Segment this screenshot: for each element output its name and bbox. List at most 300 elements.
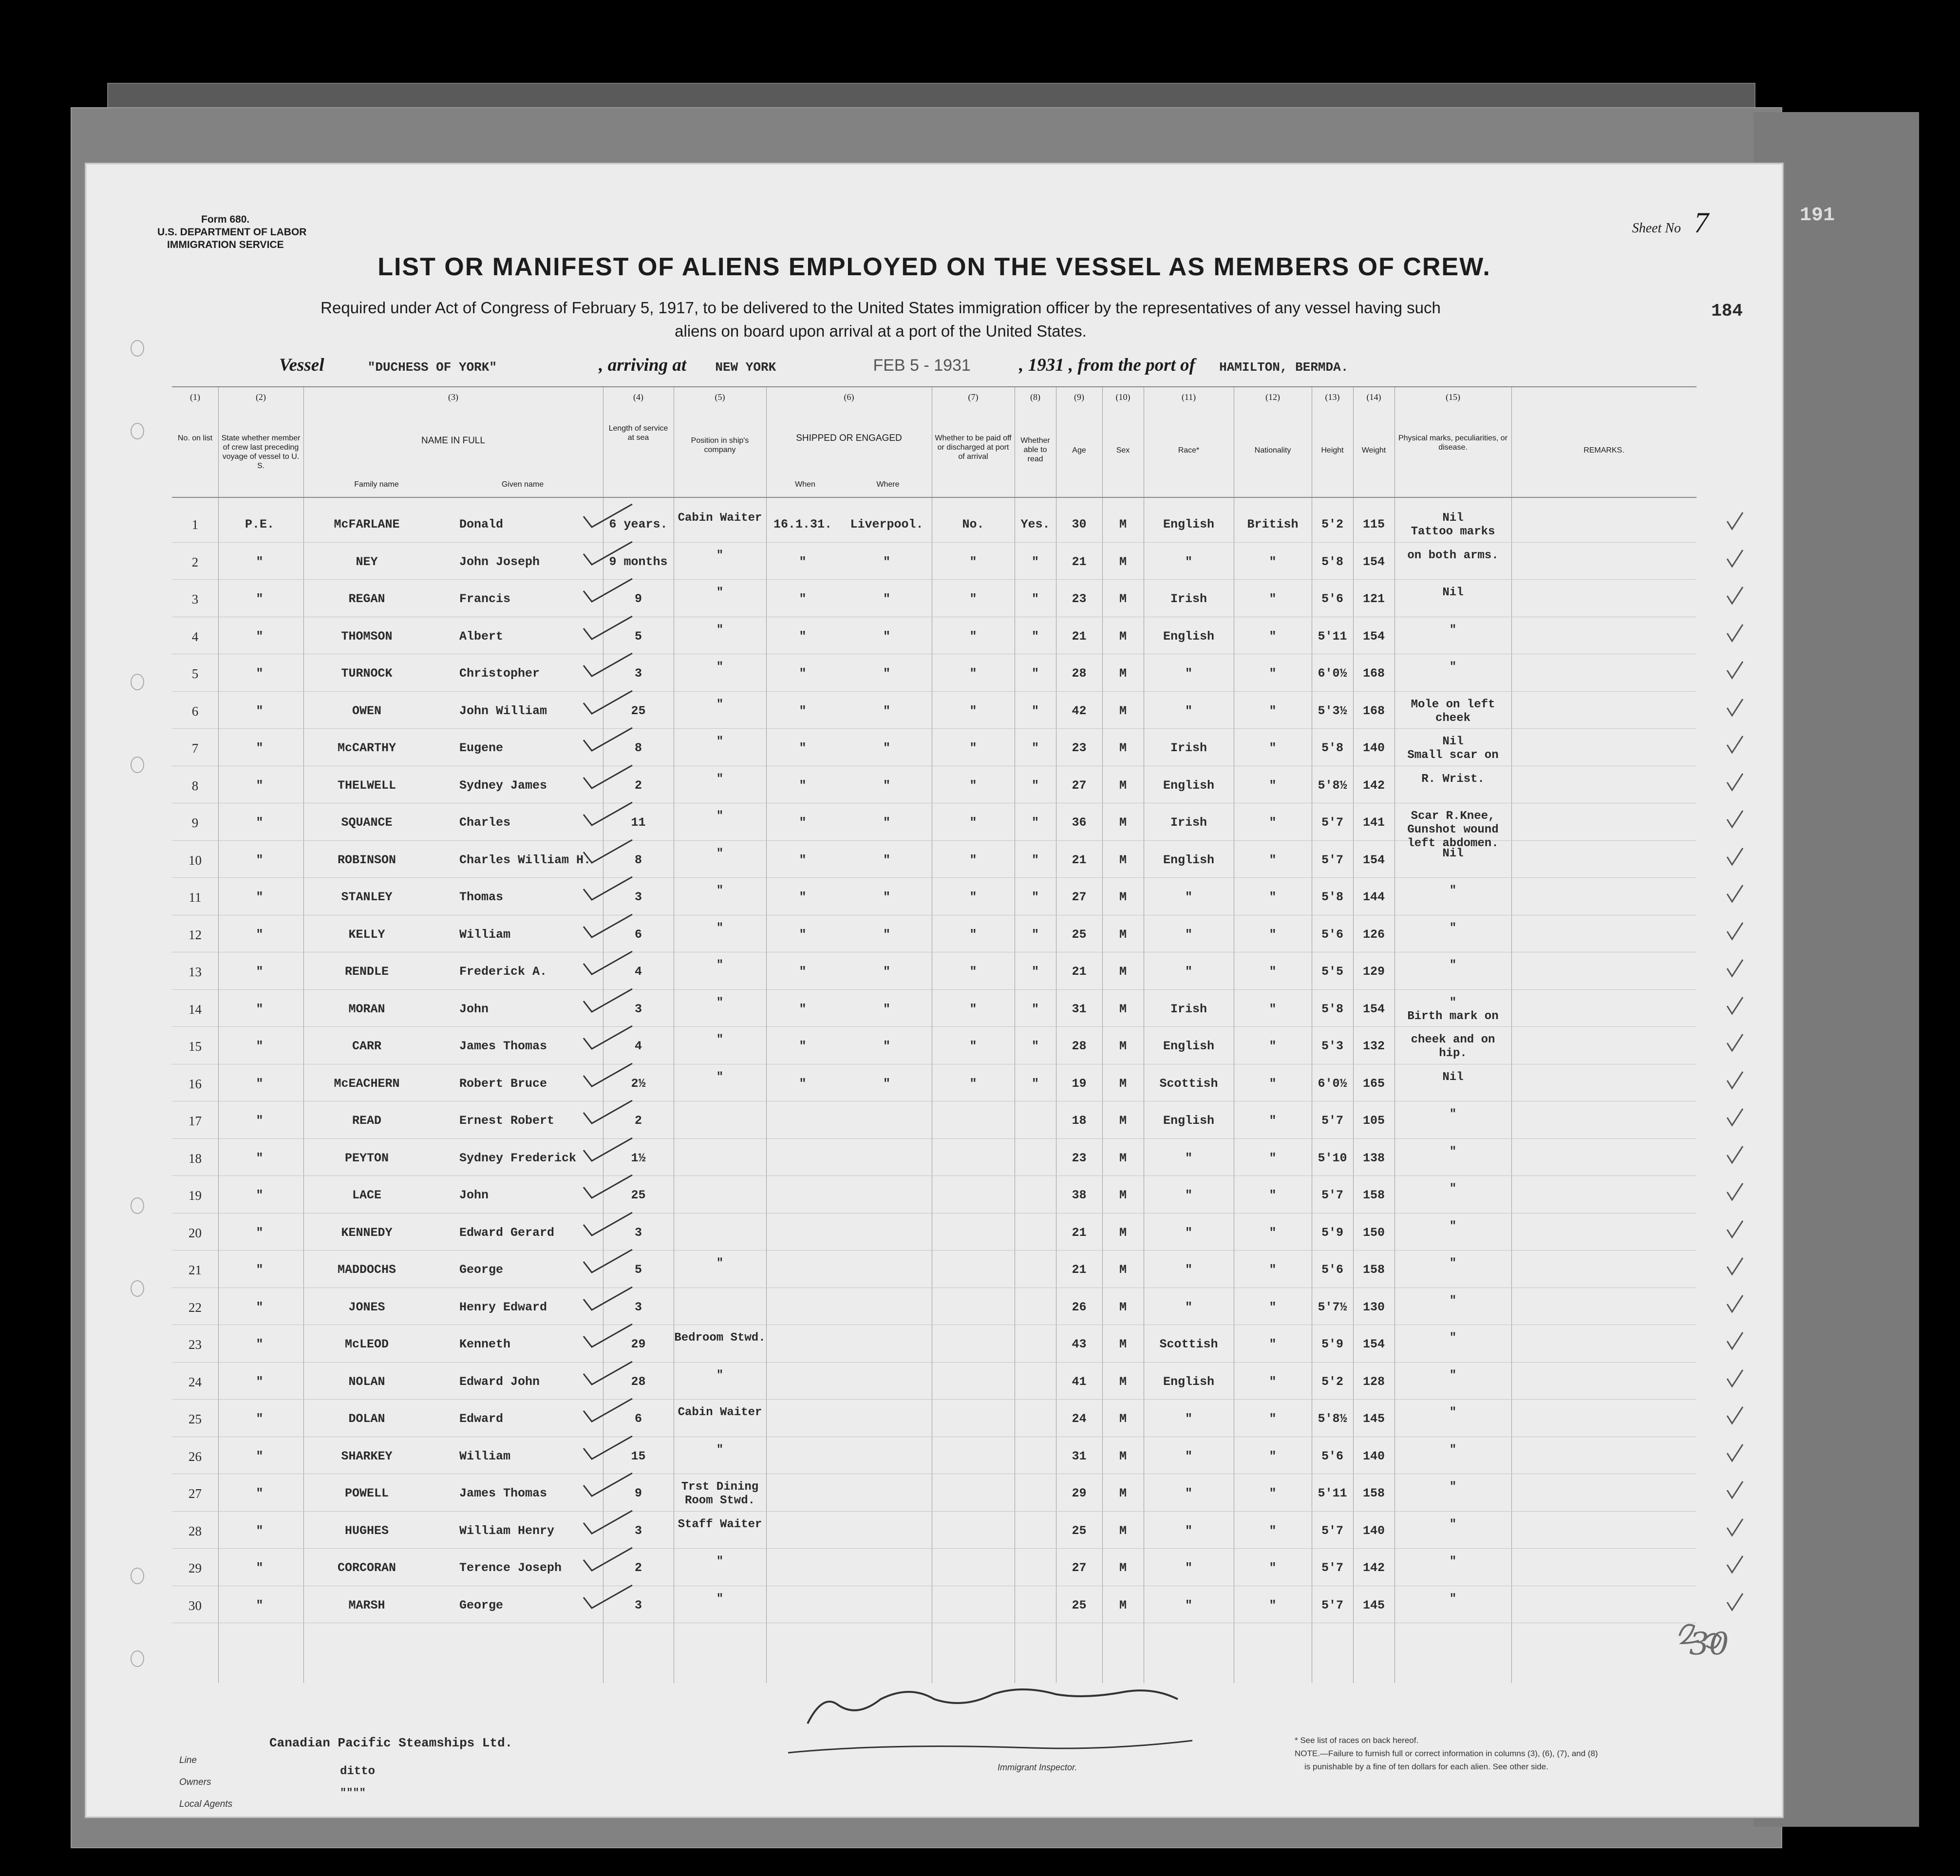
service-length-cell: 3 xyxy=(634,666,642,681)
family-name-cell: McEACHERN xyxy=(334,1076,400,1091)
paid-off-cell: " xyxy=(969,927,977,942)
able-to-read-cell: " xyxy=(1031,815,1039,830)
position-cell: Bedroom Stwd. xyxy=(674,1331,766,1345)
physical-marks-cell: R. Wrist. xyxy=(1421,772,1485,786)
age-cell: 23 xyxy=(1072,741,1087,755)
row-number: 19 xyxy=(188,1188,202,1203)
given-name-cell: Charles William H. xyxy=(459,853,591,867)
age-cell: 43 xyxy=(1072,1337,1087,1351)
paid-off-cell: " xyxy=(969,703,977,718)
row-number: 2 xyxy=(191,554,199,569)
position-cell: " xyxy=(716,772,724,786)
age-cell: 23 xyxy=(1072,592,1087,606)
given-name-cell: William xyxy=(459,1449,511,1463)
row-number: 16 xyxy=(188,1076,202,1091)
previous-voyage-cell: " xyxy=(256,1412,264,1426)
physical-marks-cell: Mole on left cheek xyxy=(1411,698,1495,725)
race-cell: English xyxy=(1163,1114,1215,1128)
row-number: 27 xyxy=(188,1486,202,1501)
nationality-cell: " xyxy=(1269,1263,1277,1277)
race-cell: " xyxy=(1185,1151,1192,1165)
weight-cell: 154 xyxy=(1362,554,1385,569)
service-length-cell: 6 xyxy=(634,927,642,942)
previous-voyage-cell: " xyxy=(256,741,264,755)
given-name-cell: Terence Joseph xyxy=(459,1561,562,1575)
weight-cell: 168 xyxy=(1362,666,1385,681)
previous-voyage-cell: " xyxy=(256,1114,264,1128)
able-to-read-cell: " xyxy=(1031,629,1039,644)
sheet-label: Sheet No xyxy=(1632,221,1681,236)
height-cell: 5'9 xyxy=(1321,1337,1343,1351)
race-cell: Irish xyxy=(1170,1002,1207,1016)
shipped-where-cell: " xyxy=(883,890,890,904)
row-number: 11 xyxy=(188,890,202,905)
document-title: LIST OR MANIFEST OF ALIENS EMPLOYED ON THE VESSEL AS MEMBERS OF CREW. xyxy=(377,253,1491,281)
shipped-where-cell: " xyxy=(883,629,890,644)
weight-cell: 145 xyxy=(1362,1598,1385,1612)
given-name-cell: Christopher xyxy=(459,666,540,681)
departure-port: HAMILTON, BERMDA. xyxy=(1219,360,1349,375)
owners-value: ditto xyxy=(340,1765,376,1778)
shipped-when-cell: " xyxy=(799,554,807,569)
line-value: Canadian Pacific Steamships Ltd. xyxy=(269,1736,513,1750)
service-length-cell: 2 xyxy=(634,778,642,793)
family-name-cell: REGAN xyxy=(348,592,385,606)
physical-marks-cell: " xyxy=(1449,1443,1457,1457)
shipped-when-cell: " xyxy=(799,927,807,942)
given-name-cell: Robert Bruce xyxy=(459,1076,547,1091)
age-cell: 23 xyxy=(1072,1151,1087,1165)
age-cell: 25 xyxy=(1072,1598,1087,1612)
sex-cell: M xyxy=(1119,1076,1127,1091)
column-header: Nationality xyxy=(1254,446,1291,455)
shipped-when-cell: " xyxy=(799,741,807,755)
column-header: Position in ship's company xyxy=(691,436,749,454)
position-cell: " xyxy=(716,1368,724,1382)
nationality-cell: " xyxy=(1269,1114,1277,1128)
physical-marks-cell: on both arms. xyxy=(1407,549,1499,562)
age-cell: 21 xyxy=(1072,554,1087,569)
family-name-cell: THOMSON xyxy=(341,629,393,644)
paid-off-cell: No. xyxy=(962,517,984,531)
service-length-cell: 8 xyxy=(634,853,642,867)
paid-off-cell: " xyxy=(969,778,977,793)
family-name-cell: STANLEY xyxy=(341,890,393,904)
paid-off-cell: " xyxy=(969,1039,977,1053)
service-length-cell: 2½ xyxy=(631,1076,646,1091)
able-to-read-cell: " xyxy=(1031,592,1039,606)
race-cell: " xyxy=(1185,1523,1192,1538)
able-to-read-cell: " xyxy=(1031,703,1039,718)
row-number: 25 xyxy=(188,1412,202,1426)
column-number: (1) xyxy=(190,392,200,402)
previous-voyage-cell: " xyxy=(256,1449,264,1463)
physical-marks-cell: " xyxy=(1449,1517,1457,1531)
service: IMMIGRATION SERVICE xyxy=(167,239,284,250)
age-cell: 38 xyxy=(1072,1188,1087,1202)
row-number: 6 xyxy=(191,703,199,719)
shipped-where-cell: " xyxy=(883,703,890,718)
row-number: 8 xyxy=(191,778,199,793)
age-cell: 27 xyxy=(1072,890,1087,904)
given-name-cell: John William xyxy=(459,703,547,718)
physical-marks-cell: " xyxy=(1449,884,1457,897)
physical-marks-cell: Nil xyxy=(1442,586,1464,599)
family-name-cell: NEY xyxy=(356,554,378,569)
sex-cell: M xyxy=(1119,890,1127,904)
shipped-when-cell: " xyxy=(799,1002,807,1016)
shipped-when-cell: " xyxy=(799,778,807,793)
sex-cell: M xyxy=(1119,517,1127,531)
family-name-cell: DOLAN xyxy=(348,1412,385,1426)
weight-cell: 126 xyxy=(1362,927,1385,942)
height-cell: 5'2 xyxy=(1321,1374,1343,1389)
race-cell: " xyxy=(1185,927,1192,942)
row-number: 29 xyxy=(188,1561,202,1575)
race-cell: English xyxy=(1163,778,1215,793)
race-cell: English xyxy=(1163,853,1215,867)
given-name-cell: Sydney Frederick xyxy=(459,1151,577,1165)
physical-marks-cell: cheek and on hip. xyxy=(1411,1033,1495,1060)
subtitle-line-1: Required under Act of Congress of February 5, 1917, to be delivered to the United States immigration officer by the representatives of any vessel having such xyxy=(320,299,1441,317)
previous-voyage-cell: " xyxy=(256,1039,264,1053)
position-cell: Cabin Waiter xyxy=(678,1406,762,1419)
physical-marks-cell: " xyxy=(1449,1108,1457,1121)
weight-cell: 165 xyxy=(1362,1076,1385,1091)
column-header: No. on list xyxy=(177,434,213,442)
weight-cell: 144 xyxy=(1362,890,1385,904)
height-cell: 5'7½ xyxy=(1318,1300,1347,1314)
nationality-cell: " xyxy=(1269,1523,1277,1538)
family-name-cell: TURNOCK xyxy=(341,666,393,681)
family-name-cell: SHARKEY xyxy=(341,1449,393,1463)
race-cell: English xyxy=(1163,629,1215,644)
family-name-cell: KELLY xyxy=(348,927,385,942)
position-cell: " xyxy=(716,586,724,599)
position-cell: " xyxy=(716,1555,724,1568)
row-number: 18 xyxy=(188,1151,202,1166)
shipped-where-cell: Liverpool. xyxy=(850,517,923,531)
column-number: (6) xyxy=(844,392,854,402)
column-number: (12) xyxy=(1265,392,1280,402)
shipped-where-cell: " xyxy=(883,815,890,830)
family-name-cell: KENNEDY xyxy=(341,1225,393,1240)
binding-hole xyxy=(131,1197,144,1214)
previous-voyage-cell: " xyxy=(256,592,264,606)
given-name-cell: John Joseph xyxy=(459,554,540,569)
column-header: SHIPPED OR ENGAGED xyxy=(796,433,902,443)
age-cell: 24 xyxy=(1072,1412,1087,1426)
handwritten-marks xyxy=(87,165,1782,1816)
previous-voyage-cell: " xyxy=(256,778,264,793)
binding-hole xyxy=(131,1568,144,1584)
race-cell: Scottish xyxy=(1159,1337,1218,1351)
weight-cell: 154 xyxy=(1362,1337,1385,1351)
column-subheader: Family name xyxy=(354,480,399,489)
service-length-cell: 3 xyxy=(634,1225,642,1240)
height-cell: 5'8 xyxy=(1321,890,1343,904)
previous-voyage-cell: " xyxy=(256,1076,264,1091)
previous-voyage-cell: " xyxy=(256,1300,264,1314)
nationality-cell: " xyxy=(1269,1002,1277,1016)
weight-cell: 142 xyxy=(1362,778,1385,793)
position-cell: " xyxy=(716,1033,724,1046)
physical-marks-cell: Nil Tattoo marks xyxy=(1411,512,1495,538)
owners-label: Owners xyxy=(179,1777,211,1787)
column-number: (4) xyxy=(633,392,643,402)
sex-cell: M xyxy=(1119,1561,1127,1575)
height-cell: 5'2 xyxy=(1321,517,1343,531)
given-name-cell: Henry Edward xyxy=(459,1300,547,1314)
previous-voyage-cell: " xyxy=(256,1002,264,1016)
previous-voyage-cell: " xyxy=(256,1263,264,1277)
shipped-where-cell: " xyxy=(883,666,890,681)
physical-marks-cell: " xyxy=(1449,1145,1457,1158)
race-cell: " xyxy=(1185,1449,1192,1463)
paid-off-cell: " xyxy=(969,1076,977,1091)
physical-marks-cell: Nil Small scar on xyxy=(1407,735,1499,762)
nationality-cell: " xyxy=(1269,853,1277,867)
row-number: 28 xyxy=(188,1523,202,1538)
line-label: Line xyxy=(179,1755,197,1765)
age-cell: 21 xyxy=(1072,853,1087,867)
given-name-cell: Ernest Robert xyxy=(459,1114,555,1128)
race-cell: " xyxy=(1185,703,1192,718)
position-cell: " xyxy=(716,884,724,897)
row-number: 4 xyxy=(191,629,199,644)
previous-voyage-cell: " xyxy=(256,1374,264,1389)
race-cell: " xyxy=(1185,1561,1192,1575)
column-number: (10) xyxy=(1115,392,1131,402)
column-header: State whether member of crew last preceding voyage of vessel to U. S. xyxy=(221,434,301,470)
shipped-where-cell: " xyxy=(883,592,890,606)
nationality-cell: " xyxy=(1269,1337,1277,1351)
age-cell: 19 xyxy=(1072,1076,1087,1091)
column-header: Whether to be paid off or discharged at port of arrival xyxy=(935,434,1012,461)
service-length-cell: 6 years. xyxy=(609,517,668,531)
able-to-read-cell: " xyxy=(1031,927,1039,942)
height-cell: 6'0½ xyxy=(1318,666,1347,681)
previous-voyage-cell: " xyxy=(256,927,264,942)
previous-voyage-cell: " xyxy=(256,629,264,644)
nationality-cell: " xyxy=(1269,1076,1277,1091)
race-cell: English xyxy=(1163,1039,1215,1053)
column-header: Sex xyxy=(1116,446,1130,455)
paid-off-cell: " xyxy=(969,965,977,979)
age-cell: 21 xyxy=(1072,1263,1087,1277)
previous-voyage-cell: " xyxy=(256,1151,264,1165)
physical-marks-cell: Nil xyxy=(1442,1070,1464,1084)
page-number-top: 191 xyxy=(1800,205,1835,227)
weight-cell: 158 xyxy=(1362,1263,1385,1277)
service-length-cell: 9 xyxy=(634,1486,642,1500)
height-cell: 6'0½ xyxy=(1318,1076,1347,1091)
service-length-cell: 3 xyxy=(634,890,642,904)
height-cell: 5'6 xyxy=(1321,592,1343,606)
service-length-cell: 29 xyxy=(631,1337,646,1351)
able-to-read-cell: " xyxy=(1031,554,1039,569)
race-cell: English xyxy=(1163,517,1215,531)
service-length-cell: 4 xyxy=(634,965,642,979)
sex-cell: M xyxy=(1119,1374,1127,1389)
weight-cell: 129 xyxy=(1362,965,1385,979)
row-number: 30 xyxy=(188,1598,202,1613)
race-cell: " xyxy=(1185,666,1192,681)
physical-marks-cell: " xyxy=(1449,959,1457,972)
row-number: 3 xyxy=(191,592,199,606)
sex-cell: M xyxy=(1119,1449,1127,1463)
paid-off-cell: " xyxy=(969,554,977,569)
previous-voyage-cell: " xyxy=(256,1598,264,1612)
height-cell: 5'8 xyxy=(1321,1002,1343,1016)
able-to-read-cell: " xyxy=(1031,666,1039,681)
paid-off-cell: " xyxy=(969,1002,977,1016)
position-cell: " xyxy=(716,698,724,711)
position-cell: " xyxy=(716,996,724,1009)
family-name-cell: ROBINSON xyxy=(337,853,396,867)
binding-hole xyxy=(131,757,144,773)
row-number: 14 xyxy=(188,1002,202,1017)
given-name-cell: Frederick A. xyxy=(459,965,547,979)
sex-cell: M xyxy=(1119,703,1127,718)
arriving-label: , arriving at xyxy=(599,355,687,375)
weight-cell: 115 xyxy=(1362,517,1385,531)
weight-cell: 150 xyxy=(1362,1225,1385,1240)
sex-cell: M xyxy=(1119,1151,1127,1165)
family-name-cell: CARR xyxy=(352,1039,381,1053)
given-name-cell: Donald xyxy=(459,517,504,531)
height-cell: 5'6 xyxy=(1321,927,1343,942)
sex-cell: M xyxy=(1119,741,1127,755)
position-cell: Cabin Waiter xyxy=(678,512,762,525)
previous-voyage-cell: " xyxy=(256,853,264,867)
row-number: 10 xyxy=(188,853,202,868)
physical-marks-cell: " xyxy=(1449,661,1457,674)
shipped-where-cell: " xyxy=(883,853,890,867)
sex-cell: M xyxy=(1119,1337,1127,1351)
service-length-cell: 28 xyxy=(631,1374,646,1389)
previous-voyage-cell: " xyxy=(256,1561,264,1575)
given-name-cell: George xyxy=(459,1598,504,1612)
given-name-cell: James Thomas xyxy=(459,1039,547,1053)
service-length-cell: 9 xyxy=(634,592,642,606)
age-cell: 25 xyxy=(1072,1523,1087,1538)
column-number: (7) xyxy=(968,392,979,402)
able-to-read-cell: Yes. xyxy=(1020,517,1050,531)
nationality-cell: " xyxy=(1269,1225,1277,1240)
sex-cell: M xyxy=(1119,1523,1127,1538)
family-name-cell: LACE xyxy=(352,1188,381,1202)
column-subheader: When xyxy=(795,480,815,489)
row-number: 1 xyxy=(191,517,199,532)
fine-note-line-2: is punishable by a fine of ten dollars for each alien. See other side. xyxy=(1304,1762,1548,1771)
physical-marks-cell: " xyxy=(1449,1331,1457,1345)
nationality-cell: " xyxy=(1269,1561,1277,1575)
family-name-cell: PEYTON xyxy=(344,1151,389,1165)
shipped-where-cell: " xyxy=(883,927,890,942)
row-number: 21 xyxy=(188,1263,202,1277)
age-cell: 31 xyxy=(1072,1002,1087,1016)
service-length-cell: 9 months xyxy=(609,554,668,569)
race-cell: English xyxy=(1163,1374,1215,1389)
from-label: , from the port of xyxy=(1068,355,1195,375)
column-subheader: Given name xyxy=(501,480,544,489)
service-length-cell: 25 xyxy=(631,703,646,718)
physical-marks-cell: " xyxy=(1449,1406,1457,1419)
agents-value: """" xyxy=(340,1787,366,1799)
family-name-cell: JONES xyxy=(348,1300,385,1314)
column-header: Height xyxy=(1321,446,1344,455)
nationality-cell: " xyxy=(1269,1598,1277,1612)
row-number: 26 xyxy=(188,1449,202,1464)
row-number: 5 xyxy=(191,666,199,681)
age-cell: 21 xyxy=(1072,965,1087,979)
page-number-right: 184 xyxy=(1711,301,1743,321)
family-name-cell: SQUANCE xyxy=(341,815,393,830)
nationality-cell: " xyxy=(1269,1300,1277,1314)
paid-off-cell: " xyxy=(969,853,977,867)
column-number: (15) xyxy=(1446,392,1460,402)
weight-cell: 154 xyxy=(1362,629,1385,644)
able-to-read-cell: " xyxy=(1031,890,1039,904)
height-cell: 5'7 xyxy=(1321,853,1343,867)
family-name-cell: READ xyxy=(352,1114,381,1128)
sex-cell: M xyxy=(1119,1039,1127,1053)
height-cell: 5'6 xyxy=(1321,1449,1343,1463)
binding-hole xyxy=(131,1650,144,1667)
age-cell: 36 xyxy=(1072,815,1087,830)
race-cell: " xyxy=(1185,554,1192,569)
sex-cell: M xyxy=(1119,666,1127,681)
shipped-when-cell: " xyxy=(799,815,807,830)
physical-marks-cell: Nil xyxy=(1442,847,1464,860)
sex-cell: M xyxy=(1119,1412,1127,1426)
service-length-cell: 5 xyxy=(634,629,642,644)
races-note: * See list of races on back hereof. xyxy=(1295,1736,1419,1745)
height-cell: 5'8½ xyxy=(1318,1412,1347,1426)
age-cell: 21 xyxy=(1072,629,1087,644)
height-cell: 5'7 xyxy=(1321,1598,1343,1612)
height-cell: 5'8 xyxy=(1321,554,1343,569)
weight-cell: 140 xyxy=(1362,1449,1385,1463)
nationality-cell: " xyxy=(1269,1486,1277,1500)
race-cell: Scottish xyxy=(1159,1076,1218,1091)
race-cell: " xyxy=(1185,1300,1192,1314)
column-header: Length of service at sea xyxy=(608,424,668,442)
shipped-when-cell: " xyxy=(799,703,807,718)
weight-cell: 138 xyxy=(1362,1151,1385,1165)
service-length-cell: 2 xyxy=(634,1561,642,1575)
physical-marks-cell: " xyxy=(1449,1219,1457,1233)
weight-cell: 142 xyxy=(1362,1561,1385,1575)
previous-voyage-cell: " xyxy=(256,1337,264,1351)
position-cell: " xyxy=(716,959,724,972)
previous-voyage-cell: " xyxy=(256,815,264,830)
year-suffix: 31 xyxy=(1046,355,1064,375)
family-name-cell: HUGHES xyxy=(344,1523,389,1538)
given-name-cell: James Thomas xyxy=(459,1486,547,1500)
physical-marks-cell: " xyxy=(1449,1368,1457,1382)
handwritten-total: 30 xyxy=(1689,1626,1729,1662)
weight-cell: 128 xyxy=(1362,1374,1385,1389)
given-name-cell: George xyxy=(459,1263,504,1277)
sex-cell: M xyxy=(1119,1486,1127,1500)
column-header: Whether able to read xyxy=(1020,436,1050,463)
position-cell: " xyxy=(716,661,724,674)
agents-label: Local Agents xyxy=(179,1799,233,1809)
weight-cell: 141 xyxy=(1362,815,1385,830)
fine-note-line-1: NOTE.—Failure to furnish full or correct information in columns (3), (6), (7), and (8) xyxy=(1295,1749,1598,1758)
